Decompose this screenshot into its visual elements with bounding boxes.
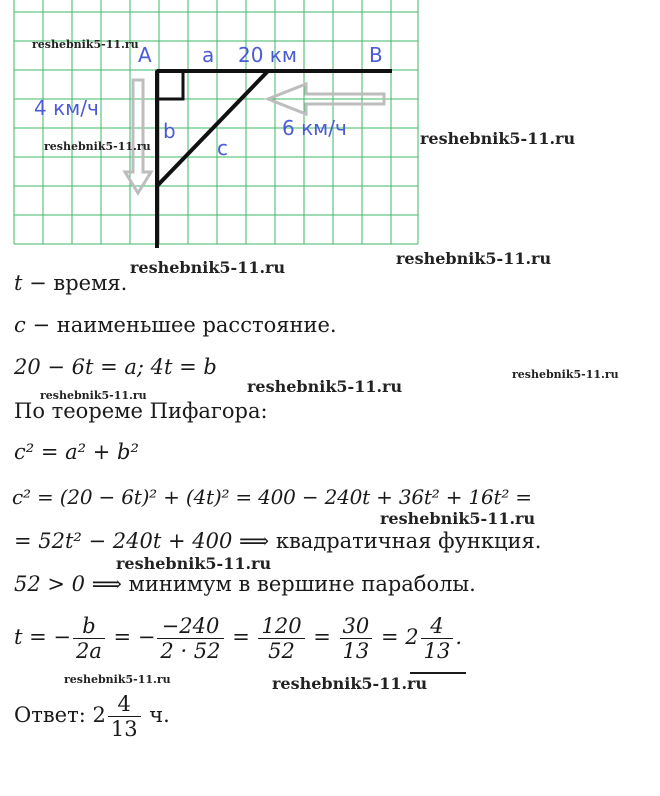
fraction: $\frac{30}{13}$ bbox=[340, 614, 373, 663]
line-1: t − время. bbox=[14, 271, 128, 295]
fraction: $\frac{4}{13}$ bbox=[421, 614, 454, 663]
right-angle-mark bbox=[157, 71, 183, 99]
line-5: c² = a² + b² bbox=[14, 440, 139, 464]
watermark: reshebnik5-11.ru bbox=[396, 249, 552, 268]
watermark: reshebnik5-11.ru bbox=[272, 674, 428, 693]
label-point-b: B bbox=[369, 43, 383, 67]
line-8: 52 > 0 ⟹ минимум в вершине параболы. bbox=[14, 572, 476, 596]
watermark: reshebnik5-11.ru bbox=[44, 140, 151, 153]
answer-fraction: $\frac{4}{13}$ bbox=[108, 692, 141, 741]
line-6: c² = (20 − 6t)² + (4t)² = 400 − 240t + 36t² + 16t² = bbox=[12, 485, 532, 509]
fraction: $\frac{-240}{2 \cdot 52}$ bbox=[157, 614, 223, 663]
label-side-c: c bbox=[217, 136, 228, 160]
watermark: reshebnik5-11.ru bbox=[380, 509, 536, 528]
line-7: = 52t² − 240t + 400 ⟹ квадратичная функция. bbox=[14, 529, 542, 553]
watermark: reshebnik5-11.ru bbox=[130, 258, 286, 277]
label-side-a: a bbox=[202, 43, 215, 67]
label-speed-a: 4 км/ч bbox=[34, 96, 99, 120]
fraction: $\frac{b}{2a}$ bbox=[73, 614, 105, 663]
watermark: reshebnik5-11.ru bbox=[32, 38, 139, 51]
label-side-b: b bbox=[163, 119, 176, 143]
watermark: reshebnik5-11.ru bbox=[64, 673, 171, 686]
label-distance: 20 км bbox=[238, 43, 297, 67]
label-point-a: A bbox=[138, 43, 152, 67]
line-2: c − наименьшее расстояние. bbox=[14, 313, 337, 337]
line-3: 20 − 6t = a; 4t = b bbox=[14, 355, 217, 379]
fraction: $\frac{120}{52}$ bbox=[258, 614, 304, 663]
vertex-formula: t = − $\frac{b}{2a}$ = − $\frac{-240}{2 \cdot 52}$ = $\frac{120}{52}$ = $\frac{30}{13}$ = 2 $\frac{4}{13}$ . bbox=[14, 614, 462, 664]
watermark: reshebnik5-11.ru bbox=[116, 554, 272, 573]
arrow-down-icon bbox=[125, 80, 151, 193]
label-speed-b: 6 км/ч bbox=[282, 116, 347, 140]
watermark: reshebnik5-11.ru bbox=[512, 368, 619, 381]
answer-line: Ответ: 2 $\frac{4}{13}$ ч. bbox=[14, 692, 170, 742]
watermark: reshebnik5-11.ru bbox=[420, 129, 576, 148]
line-4: По теореме Пифагора: bbox=[14, 399, 268, 423]
watermark: reshebnik5-11.ru bbox=[247, 377, 403, 396]
watermark: reshebnik5-11.ru bbox=[40, 389, 147, 402]
